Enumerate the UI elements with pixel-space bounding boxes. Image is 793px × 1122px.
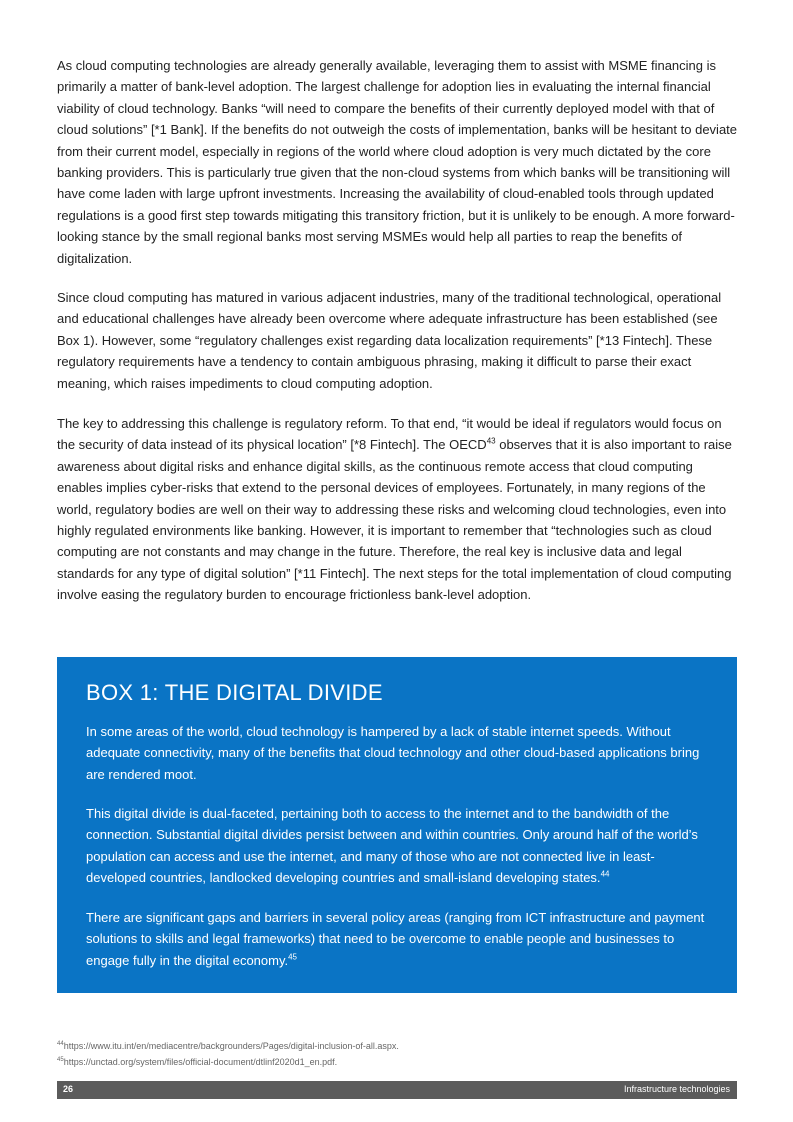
footnote-ref-43: 43 bbox=[486, 437, 496, 447]
paragraph-3-text-b: observes that it is also important to raise awareness about digital risks and enhance digital skills, as the continuous remote access that cloud computing enables implies cyber-risks that extend to the personal devices of employees. Fortunately, in many regions of the world, regulatory bodies are well on their way to addressing these risks and welcoming cloud technologies, even into highly regulated environments like banking. However, it is important to remember that “technologies such as cloud computing are not constants and may change in the future. Therefore, the real key is inclusive data and legal standards for any type of digital solution” [*11 Fintech]. The next steps for the total implementation of cloud computing involve easing the regulatory burden to encourage frictionless bank-level adoption. bbox=[57, 437, 732, 603]
footnote-url[interactable]: https://www.itu.int/en/mediacentre/backgrounders/Pages/digital-inclusion-of-all.aspx. bbox=[63, 1041, 399, 1051]
footnote-ref-44: 44 bbox=[600, 869, 610, 879]
box-paragraph-3-text: There are significant gaps and barriers in several policy areas (ranging from ICT infrastructure and payment solutions to skills and legal frameworks) that need to be overcome to enable people and businesses to engage fully in the digital economy. bbox=[86, 910, 705, 968]
footnote-number: 45 bbox=[57, 1057, 64, 1063]
footnote-44 bbox=[57, 1038, 399, 1054]
body-paragraph-1: As cloud computing technologies are already generally available, leveraging them to assist with MSME financing is primarily a matter of bank-level adoption. The largest challenge for adoption lies in evaluating the internal financial viability of cloud technology. Banks “will need to compare the benefits of their currently deployed model with that of cloud solutions” [*1 Bank]. If the benefits do not outweigh the costs of implementation, banks will be hesitant to deviate from their current model, especially in regions of the world where cloud adoption is very much dictated by the core banking providers. This is particularly true given that the non-cloud systems from which banks will be transitioning will have come laden with large upfront investments. Increasing the availability of cloud-enabled tools through updated regulations is a good first step towards mitigating this transitory friction, but it is unlikely to be enough. A more forward-looking stance by the small regional banks most serving MSMEs would help all parties to reap the benefits of digitalization. bbox=[57, 58, 738, 266]
footnotes bbox=[57, 1038, 399, 1070]
footnote-number: 44 bbox=[57, 1041, 64, 1047]
footnote-url[interactable]: https://unctad.org/system/files/official-document/dtlinf2020d1_en.pdf. bbox=[63, 1057, 338, 1067]
footnote-ref-45: 45 bbox=[288, 952, 298, 962]
digital-divide-box bbox=[57, 657, 737, 993]
box-paragraph-2 bbox=[86, 803, 714, 889]
box-title: BOX 1: THE DIGITAL DIVIDE bbox=[86, 680, 383, 705]
body-paragraph-2: Since cloud computing has matured in various adjacent industries, many of the traditional technological, operational and educational challenges have already been overcome where adequate infrastructure has been established (see Box 1). However, some “regulatory challenges exist regarding data localization requirements” [*13 Fintech]. These regulatory requirements have a tendency to contain ambiguous phrasing, making it difficult to parse their exact meaning, which raises impediments to cloud computing adoption. bbox=[57, 290, 722, 391]
box-paragraph-3 bbox=[86, 907, 714, 971]
page-footer bbox=[57, 1081, 737, 1099]
body-paragraph-3 bbox=[57, 413, 740, 606]
box-paragraph-2-text: This digital divide is dual-faceted, pertaining both to access to the internet and to the bandwidth of the connection. Substantial digital divides persist between and within countries. Only around half of the world’s population can access and use the internet, and many of those who are not connected live in least-developed countries, landlocked developing countries and small-island developing states. bbox=[86, 806, 698, 886]
page-number: 26 bbox=[63, 1084, 74, 1094]
footnote-45 bbox=[57, 1054, 399, 1070]
paragraph-3-text-a: The key to addressing this challenge is regulatory reform. To that end, “it would be ideal if regulators would focus on the security of data instead of its physical location” [*8 Fintech]. The OECD bbox=[57, 416, 722, 453]
box-paragraph-1: In some areas of the world, cloud technology is hampered by a lack of stable internet speeds. Without adequate connectivity, many of the benefits that cloud technology and other cloud-based applications bring are rendered moot. bbox=[86, 724, 700, 782]
section-name: Infrastructure technologies bbox=[623, 1084, 730, 1094]
